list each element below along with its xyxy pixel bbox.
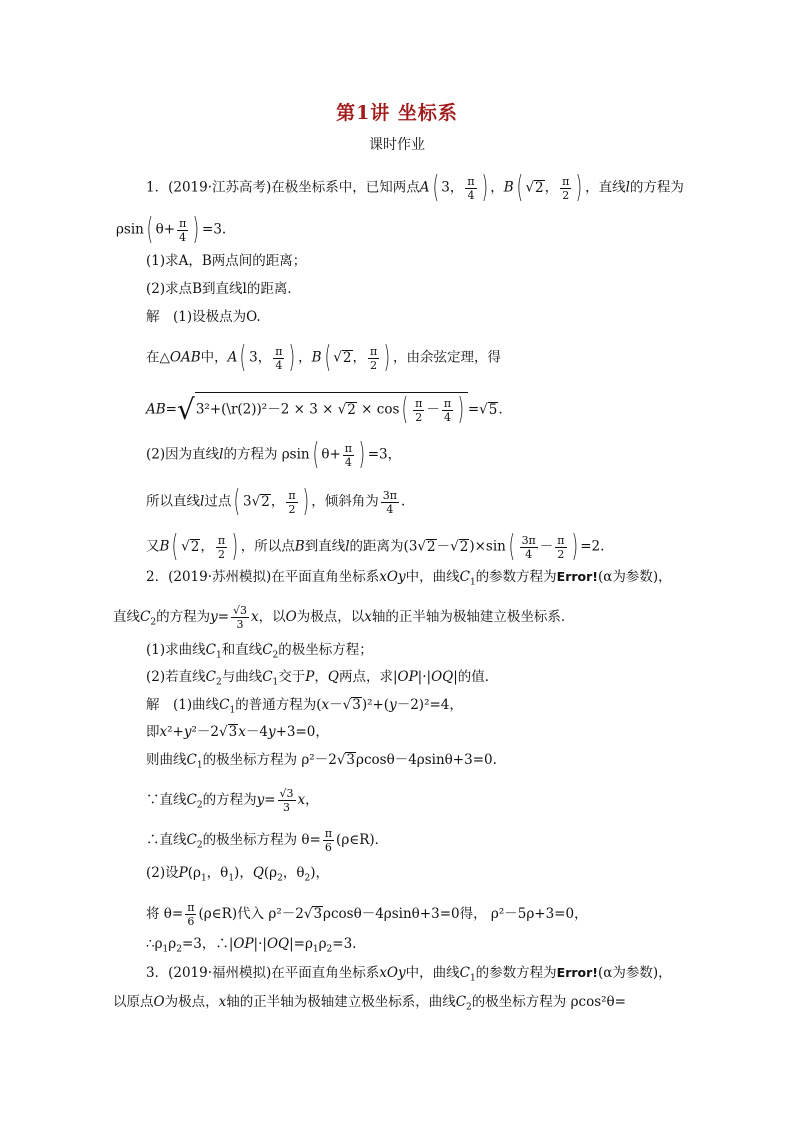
problem-1-q1: (1)求A，B两点间的距离；	[146, 253, 307, 269]
problem-2-q1: (1)求曲线$C_1$和直线$C_2$的极坐标方程；	[146, 642, 373, 661]
problem-1-statement: 1．(2019·江苏高考)在极坐标系中，已知两点A( 3， $\frac{\pi}{4}$ ) ，B( √2， $\frac{\pi}{2}$ ) ，直线l的方程为	[146, 170, 684, 205]
problem-2-sol-5: ∴直线$C_2$的极坐标方程为 θ= $\frac{\pi}{6}$ (ρ∈R)．	[146, 827, 389, 854]
problem-1-equation: ρsin( θ+ $\frac{\pi}{4}$ ) =3.	[116, 212, 227, 247]
problem-2-sol-1: 解 (1)曲线$C_1$的普通方程为(x－√3)²+(y－2)²=4，	[146, 697, 463, 716]
problem-3-statement: 3．(2019·福州模拟)在平面直角坐标系xOy中，曲线$C_1$的参数方程为Error!(α为参数)，	[146, 965, 672, 984]
problem-2-q2: (2)若直线$C_2$与曲线$C_1$交于P，Q两点，求|OP|·|OQ|的值．	[146, 669, 499, 688]
problem-2-sol-6: (2)设$P(\rho_1$，$\theta_1$)，$Q(\rho_2$，$\theta_2$)，	[146, 865, 330, 884]
problem-1-sol-6: 又B( √2， $\frac{\pi}{2}$ ) ，所以点B到直线l的距离为(3√2－√2)×sin( $\frac{3\pi}{4}$ － $\frac{\pi}{2}$ ) =2.	[146, 529, 605, 564]
problem-2-statement: 2．(2019·苏州模拟)在平面直角坐标系xOy中，曲线$C_1$的参数方程为Error!(α为参数)，	[146, 569, 672, 588]
problem-2-sol-4: ∵直线$C_2$的方程为y= $\frac{√3}{3}$ x，	[146, 787, 319, 814]
problem-1-sol-1: 解 (1)设极点为O.	[146, 309, 261, 325]
problem-3-statement-2: 以原点O为极点，x轴的正半轴为极轴建立极坐标系，曲线$C_2$的极坐标方程为 ρcos²θ=	[113, 994, 626, 1013]
problem-2-sol-2: 即x²+y²－2√3x－4y+3=0，	[146, 724, 329, 740]
problem-1-sol-5: 所以直线l过点( 3√2， $\frac{\pi}{2}$ ) ，倾斜角为 $\frac{3\pi}{4}$ .	[146, 484, 406, 519]
problem-2-sol-3: 则曲线$C_1$的极坐标方程为 ρ²－2√3ρcosθ－4ρsinθ+3=0.	[146, 752, 497, 771]
problem-1-sol-2: 在△OAB中，A( 3， $\frac{\pi}{4}$ ) ，B( √2， $\frac{\pi}{2}$ ) ，由余弦定理，得	[146, 340, 501, 375]
problem-1-sol-4: (2)因为直线l的方程为 ρsin( θ+ $\frac{\pi}{4}$ ) =3，	[146, 437, 402, 472]
problem-1-q2: (2)求点B到直线l的距离．	[146, 281, 301, 297]
problem-2-statement-2: 直线$C_2$的方程为y= $\frac{√3}{3}$ x，以O为极点，以x轴的正半轴为极轴建立极坐标系．	[113, 604, 575, 631]
page-title: 第1讲 坐标系	[336, 102, 458, 124]
problem-1-sol-3: AB=√3²+(\r(2))²－2 × 3 × √2 × cos( $\frac{\pi}{2}$ － $\frac{\pi}{4}$ ) =√5.	[146, 392, 503, 427]
problem-2-sol-8: $\therefore\rho_1\rho_2=3$，$\therefore|OP|\cdot|OQ|=\rho_1\rho_2=3$.	[146, 936, 357, 955]
page-subtitle: 课时作业	[369, 137, 425, 153]
problem-2-sol-7: 将 θ= $\frac{\pi}{6}$ (ρ∈R)代入 ρ²－2√3ρcosθ－4ρsinθ+3=0得， ρ²－5ρ+3=0，	[146, 901, 588, 928]
